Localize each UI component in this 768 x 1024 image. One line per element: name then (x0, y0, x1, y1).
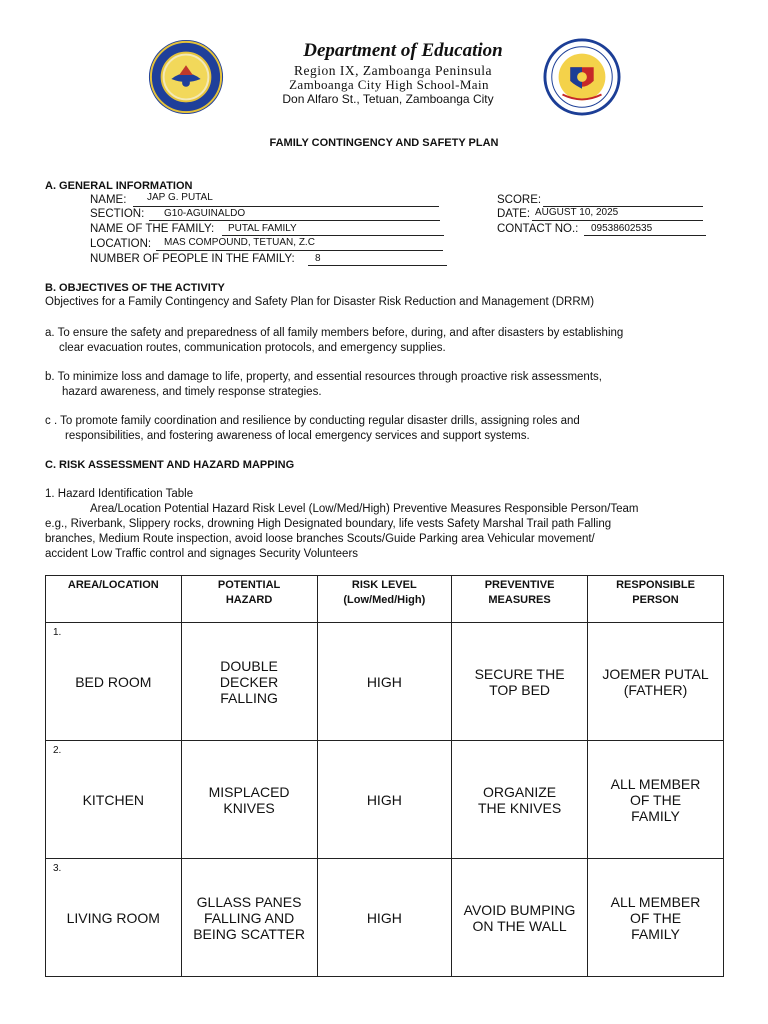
hazard-identification-table (45, 575, 724, 977)
row2-measures (452, 741, 588, 859)
col-header-measures-line2: MEASURES (488, 594, 551, 606)
name-label: NAME: (90, 194, 127, 206)
school-address: Don Alfaro St., Tetuan, Zamboanga City (282, 92, 494, 106)
row3-person (588, 859, 724, 977)
col-header-level-line1: RISK LEVEL (351, 579, 417, 591)
people-line (308, 265, 447, 266)
location-line (156, 250, 443, 251)
hazard-example-line2: e.g., Riverbank, Slippery rocks, drowning High Designated boundary, life vests Safety Marshal Trail path Falling (45, 518, 612, 530)
row1-hazard-text: DOUBLE DECKER FALLING (219, 657, 279, 706)
score-label: SCORE: (497, 194, 542, 206)
table-row (46, 859, 724, 977)
col-header-hazard-line2: HAZARD (225, 594, 273, 606)
row3-measures-text: AVOID BUMPING ON THE WALL (463, 901, 576, 934)
section-value[interactable]: G10-AGUINALDO (164, 208, 246, 219)
col-header-person-line2: PERSON (632, 594, 679, 606)
zchs-seal-logo (147, 38, 225, 116)
row1-area (46, 623, 182, 741)
table-row (46, 741, 724, 859)
row3-person-text: ALL MEMBER OF THE FAMILY (610, 893, 701, 942)
hazard-table-title: 1. Hazard Identification Table (45, 488, 194, 500)
location-value[interactable]: MAS COMPOUND, TETUAN, Z.C (164, 237, 315, 248)
objective-a-line1: a. To ensure the safety and preparedness of all family members before, during, and after disasters by establishing (45, 327, 624, 339)
row2-number: 2. (53, 745, 62, 756)
row2-person-text: ALL MEMBER OF THE FAMILY (610, 775, 701, 824)
general-info-heading: A. GENERAL INFORMATION (45, 180, 193, 192)
col-header-risk-level (317, 576, 452, 623)
contact-label: CONTACT NO.: (497, 223, 579, 235)
col-header-measures (452, 576, 588, 623)
objective-b-line2: hazard awareness, and timely response strategies. (62, 386, 322, 398)
row1-risk-level (317, 623, 452, 741)
table-header-row (46, 576, 724, 623)
col-header-person (588, 576, 724, 623)
col-header-hazard (181, 576, 317, 623)
col-header-hazard-line1: POTENTIAL (217, 579, 281, 591)
hazard-example-line4: accident Low Traffic control and signages Security Volunteers (45, 548, 359, 560)
family-label: NAME OF THE FAMILY: (90, 223, 215, 235)
row3-area-text: LIVING ROOM (66, 909, 160, 926)
row2-person (588, 741, 724, 859)
row1-hazard (181, 623, 317, 741)
table-row (46, 623, 724, 741)
row3-number: 3. (53, 863, 62, 874)
objective-c-line2: responsibilities, and fostering awareness of local emergency services and support systems. (65, 430, 530, 442)
objective-b-line1: b. To minimize loss and damage to life, property, and essential resources through proactive risk assessments, (45, 371, 602, 383)
row3-area (46, 859, 182, 977)
location-label: LOCATION: (90, 238, 152, 250)
row2-measures-text: ORGANIZE THE KNIVES (477, 783, 562, 816)
row2-risk-level (317, 741, 452, 859)
name-value[interactable]: JAP G. PUTAL (147, 192, 213, 203)
document-title: FAMILY CONTINGENCY AND SAFETY PLAN (269, 137, 499, 149)
risk-heading: C. RISK ASSESSMENT AND HAZARD MAPPING (45, 459, 295, 471)
contact-value[interactable]: 09538602535 (591, 223, 653, 234)
objective-a-line2: clear evacuation routes, communication protocols, and emergency supplies. (59, 342, 446, 354)
family-line (222, 235, 444, 236)
date-line (532, 220, 703, 221)
section-line (149, 220, 440, 221)
objective-c-line1: c . To promote family coordination and resilience by conducting regular disaster drills, assigning roles and (45, 415, 580, 427)
row1-area-text: BED ROOM (75, 673, 152, 690)
row2-area-text: KITCHEN (82, 791, 145, 808)
people-label: NUMBER OF PEOPLE IN THE FAMILY: (90, 253, 295, 265)
col-header-area-text: AREA/LOCATION (67, 579, 159, 591)
contact-line (584, 235, 706, 236)
row2-area (46, 741, 182, 859)
date-label: DATE: (497, 208, 531, 220)
col-header-area (46, 576, 182, 623)
row3-risk-level-text: HIGH (366, 909, 402, 926)
family-value[interactable]: PUTAL FAMILY (228, 223, 297, 234)
col-header-level-line2: (Low/Med/High) (343, 594, 426, 606)
row3-risk-level (317, 859, 452, 977)
hazard-example-line3: branches, Medium Route inspection, avoid loose branches Scouts/Guide Parking area Vehicular movement/ (45, 533, 595, 545)
name-line (133, 206, 439, 207)
section-label: SECTION: (90, 208, 145, 220)
hazard-example-line1: Area/Location Potential Hazard Risk Level (Low/Med/High) Preventive Measures Responsible Person/Team (90, 503, 639, 515)
school-name: Zamboanga City High School-Main (289, 77, 489, 92)
date-value[interactable]: AUGUST 10, 2025 (535, 207, 619, 218)
region-line: Region IX, Zamboanga Peninsula (294, 63, 492, 78)
row1-person (588, 623, 724, 741)
row1-measures-text: SECURE THE TOP BED (474, 665, 565, 698)
deped-seal-logo (543, 38, 621, 116)
row3-measures (452, 859, 588, 977)
col-header-person-line1: RESPONSIBLE (616, 579, 695, 591)
people-value[interactable]: 8 (315, 253, 321, 264)
row1-person-text: JOEMER PUTAL (FATHER) (602, 665, 709, 698)
row1-number: 1. (53, 627, 62, 638)
row1-risk-level-text: HIGH (366, 673, 402, 690)
row2-hazard (181, 741, 317, 859)
row3-hazard-text: GLLASS PANES FALLING AND BEING SCATTER (193, 893, 305, 942)
row1-measures (452, 623, 588, 741)
objectives-intro: Objectives for a Family Contingency and Safety Plan for Disaster Risk Reduction and Management (DRRM) (45, 296, 595, 308)
row3-hazard (181, 859, 317, 977)
row2-risk-level-text: HIGH (366, 791, 402, 808)
row2-hazard-text: MISPLACED KNIVES (208, 783, 290, 816)
objectives-heading: B. OBJECTIVES OF THE ACTIVITY (45, 282, 225, 294)
col-header-measures-line1: PREVENTIVE (484, 579, 555, 591)
department-title: Department of Education (303, 40, 503, 61)
